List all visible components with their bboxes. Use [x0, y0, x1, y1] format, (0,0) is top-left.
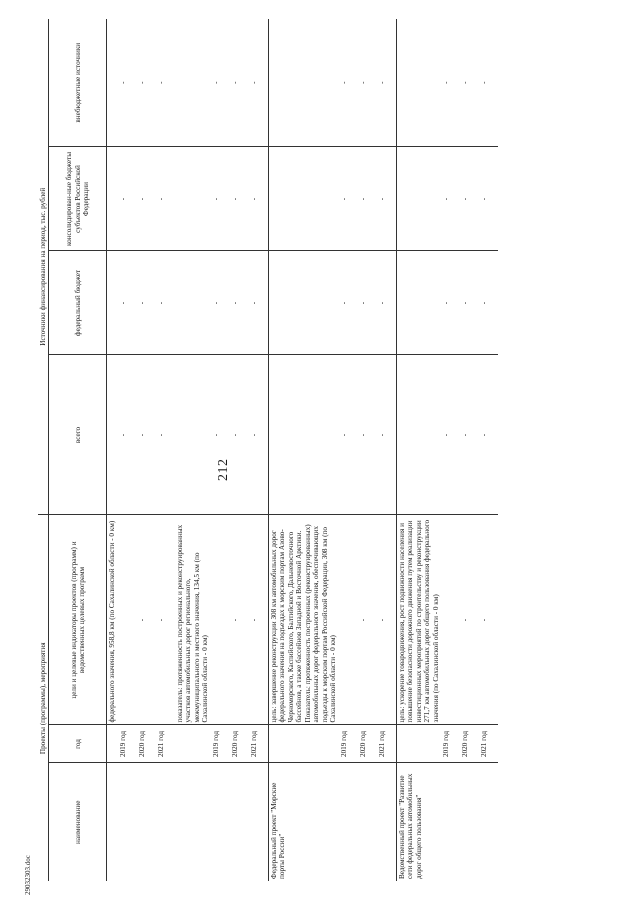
extra-cell: - — [211, 19, 230, 147]
regional-cell: - — [441, 147, 460, 251]
federal-cell: - — [339, 251, 358, 355]
total-cell: - — [358, 355, 377, 515]
goal-cell: - — [137, 515, 156, 725]
indicator-text: Показатель: протяженность построенных (реконструированных) автомобильных дорог федерального значения, обеспечивающих подъезды к морским портам Российской Федерации, 308 км (по Сахалинской области - 0 км) — [303, 524, 338, 723]
year-row — [377, 19, 397, 881]
year-row — [358, 19, 377, 881]
total-cell: - — [339, 355, 358, 515]
goal-cell: - — [156, 515, 175, 725]
total-cell: - — [441, 355, 460, 515]
header-total: всего — [49, 355, 107, 515]
goal-cell: - — [230, 515, 249, 725]
year-cell: 2020 год — [230, 725, 249, 763]
extra-cell: - — [137, 19, 156, 147]
regional-cell: - — [479, 147, 498, 251]
header-regional: консолидирован-ные бюджеты субъектов Российской Федерации — [49, 147, 107, 251]
year-cell: 2019 год — [339, 725, 358, 763]
total-cell: - — [460, 355, 479, 515]
header-goals: цели и целевые индикаторы проектов (программ) и ведомственных целевых программ — [49, 515, 107, 725]
goal-cell — [339, 515, 358, 725]
text-row — [268, 19, 338, 881]
federal-cell: - — [230, 251, 249, 355]
extra-cell: - — [156, 19, 175, 147]
extra-cell: - — [339, 19, 358, 147]
year-cell: 2020 год — [137, 725, 156, 763]
project-name: Ведомственный проект "Развитие сети федеральных автомобильных дорог общего пользования" — [396, 763, 441, 881]
financing-table — [38, 19, 498, 881]
regional-cell: - — [118, 147, 137, 251]
year-row — [211, 19, 230, 881]
year-cell: 2020 год — [460, 725, 479, 763]
goal-cell — [211, 515, 230, 725]
header-extra: внебюджетные источники — [49, 19, 107, 147]
project-name: Федеральный проект "Морские порты России" — [268, 763, 338, 881]
goal-cell — [441, 515, 460, 725]
regional-cell: - — [358, 147, 377, 251]
page-number: 212 — [216, 458, 231, 481]
goal-text-part: цель: завершение реконструкции 308 км автомобильных дорог федерального значения на подъездах к морским портам Азово-Черноморского, Каспийского, Балтийского, Дальневосточного бассейнов, а также бассейнов Западной и Восточной Арктики. — [269, 529, 304, 723]
federal-cell: - — [118, 251, 137, 355]
year-row — [249, 19, 269, 881]
year-row — [460, 19, 479, 881]
goal-cell: - — [479, 515, 498, 725]
regional-cell: - — [156, 147, 175, 251]
extra-cell: - — [358, 19, 377, 147]
header-federal: федеральный бюджет — [49, 251, 107, 355]
goal-cell: - — [249, 515, 269, 725]
federal-cell: - — [377, 251, 397, 355]
total-cell: - — [211, 355, 230, 515]
goal-cell: - — [460, 515, 479, 725]
text-row — [175, 19, 211, 881]
regional-cell: - — [137, 147, 156, 251]
regional-cell: - — [230, 147, 249, 251]
goal-text: цель: ускорение товародвижения, рост подвижности населения и повышение безопасности дорожного движения путем реализации инвестиционных мероприятий по строительству и реконструкции 271,7 км автомобильных дорог общего пользования федерального значения (по Сахалинской области - 0 км) — [396, 515, 441, 725]
indicator-text: показатель: протяженность построенных и реконструированных участков автомобильных дорог регионального, межмуниципального и местного значения, 134,5 км (по Сахалинской области - 0 км) — [175, 515, 211, 725]
goal-text: федерального значения, 958,8 км (по Сахалинской области - 0 км) — [107, 515, 118, 725]
text-row — [107, 19, 118, 881]
year-cell: 2021 год — [479, 725, 498, 763]
document-id: 29032303.doc — [24, 855, 32, 895]
goal-text — [268, 515, 338, 725]
extra-cell: - — [460, 19, 479, 147]
year-cell: 2021 год — [377, 725, 397, 763]
year-row — [479, 19, 498, 881]
total-cell: - — [118, 355, 137, 515]
year-row — [118, 19, 137, 881]
year-row — [441, 19, 460, 881]
year-row — [230, 19, 249, 881]
header-sources-group: Источники финансирования на период, тыс. рублей — [38, 19, 49, 515]
year-cell: 2020 год — [358, 725, 377, 763]
federal-cell: - — [137, 251, 156, 355]
regional-cell: - — [249, 147, 269, 251]
federal-cell: - — [211, 251, 230, 355]
year-cell: 2019 год — [211, 725, 230, 763]
extra-cell: - — [118, 19, 137, 147]
regional-cell: - — [377, 147, 397, 251]
total-cell: - — [156, 355, 175, 515]
federal-cell: - — [460, 251, 479, 355]
year-cell: 2021 год — [249, 725, 269, 763]
extra-cell: - — [377, 19, 397, 147]
year-cell: 2021 год — [156, 725, 175, 763]
header-year: год — [49, 725, 107, 763]
federal-cell: - — [479, 251, 498, 355]
total-cell: - — [377, 355, 397, 515]
total-cell: - — [479, 355, 498, 515]
goal-cell: - — [377, 515, 397, 725]
federal-cell: - — [441, 251, 460, 355]
year-row — [137, 19, 156, 881]
year-cell: 2019 год — [441, 725, 460, 763]
extra-cell: - — [479, 19, 498, 147]
total-cell: - — [249, 355, 269, 515]
regional-cell: - — [460, 147, 479, 251]
year-row — [339, 19, 358, 881]
total-cell: - — [230, 355, 249, 515]
extra-cell: - — [230, 19, 249, 147]
federal-cell: - — [249, 251, 269, 355]
header-projects-group: Проекты (программы), мероприятия — [38, 515, 49, 881]
federal-cell: - — [358, 251, 377, 355]
goal-cell: - — [358, 515, 377, 725]
year-row — [156, 19, 175, 881]
regional-cell: - — [211, 147, 230, 251]
extra-cell: - — [249, 19, 269, 147]
header-name: наименование — [49, 763, 107, 881]
year-cell: 2019 год — [118, 725, 137, 763]
text-row — [396, 19, 441, 881]
federal-cell: - — [156, 251, 175, 355]
extra-cell: - — [441, 19, 460, 147]
regional-cell: - — [339, 147, 358, 251]
total-cell: - — [137, 355, 156, 515]
goal-cell — [118, 515, 137, 725]
